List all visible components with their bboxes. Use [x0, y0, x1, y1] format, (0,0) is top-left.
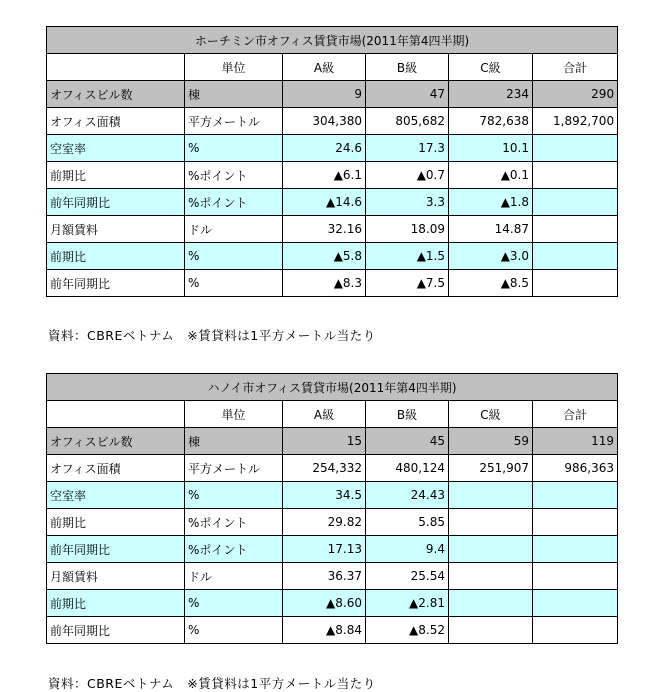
cell-total: 1,892,700 — [533, 108, 618, 135]
cell-grade-a: 29.82 — [283, 509, 366, 536]
cell-grade-c — [449, 563, 533, 590]
cell-total — [533, 270, 618, 297]
row-unit: %ポイント — [185, 189, 283, 216]
cell-grade-a: 17.13 — [283, 536, 366, 563]
row-label: オフィスビル数 — [47, 81, 185, 108]
row-label: オフィスビル数 — [47, 428, 185, 455]
cell-grade-c — [449, 536, 533, 563]
row-label: 月額賃料 — [47, 216, 185, 243]
row-unit: % — [185, 270, 283, 297]
cell-grade-c: 59 — [449, 428, 533, 455]
table-row — [47, 108, 618, 135]
table-row — [47, 563, 618, 590]
header-grade-c: C級 — [449, 401, 533, 428]
header-blank — [47, 401, 185, 428]
table-row — [47, 135, 618, 162]
cell-grade-c: 10.1 — [449, 135, 533, 162]
cell-total — [533, 243, 618, 270]
row-label: 空室率 — [47, 482, 185, 509]
table-row — [47, 482, 618, 509]
cell-grade-b: ▲8.52 — [366, 617, 449, 644]
table-row — [47, 617, 618, 644]
cell-grade-c: ▲3.0 — [449, 243, 533, 270]
cell-total — [533, 135, 618, 162]
row-label: 空室率 — [47, 135, 185, 162]
row-label: 前期比 — [47, 243, 185, 270]
cell-grade-c: ▲0.1 — [449, 162, 533, 189]
table-row — [47, 189, 618, 216]
row-unit: %ポイント — [185, 509, 283, 536]
row-label: 前年同期比 — [47, 189, 185, 216]
header-grade-b: B級 — [366, 401, 449, 428]
row-unit: % — [185, 243, 283, 270]
cell-grade-c — [449, 617, 533, 644]
cell-total — [533, 617, 618, 644]
hcmc-header-row — [47, 54, 618, 81]
cell-grade-b: 805,682 — [366, 108, 449, 135]
cell-grade-a: 304,380 — [283, 108, 366, 135]
cell-grade-a: ▲6.1 — [283, 162, 366, 189]
row-label: オフィス面積 — [47, 455, 185, 482]
row-unit: %ポイント — [185, 536, 283, 563]
cell-total — [533, 189, 618, 216]
cell-total — [533, 563, 618, 590]
cell-grade-c: 782,638 — [449, 108, 533, 135]
header-grade-c: C級 — [449, 54, 533, 81]
hanoi-source-note: 資料：CBREベトナム ※賃貸料は1平方メートル当たり — [48, 676, 376, 691]
row-label: 前年同期比 — [47, 536, 185, 563]
table-row — [47, 536, 618, 563]
hcmc-table-section — [46, 26, 617, 297]
cell-grade-a: ▲8.3 — [283, 270, 366, 297]
header-grade-a: A級 — [283, 401, 366, 428]
row-unit: %ポイント — [185, 162, 283, 189]
cell-total: 290 — [533, 81, 618, 108]
table-row — [47, 216, 618, 243]
cell-grade-b: 24.43 — [366, 482, 449, 509]
row-unit: % — [185, 590, 283, 617]
cell-grade-b: 5.85 — [366, 509, 449, 536]
cell-grade-c: 14.87 — [449, 216, 533, 243]
cell-grade-c: 234 — [449, 81, 533, 108]
cell-total — [533, 590, 618, 617]
table-row — [47, 590, 618, 617]
hanoi-header-row — [47, 401, 618, 428]
cell-total: 986,363 — [533, 455, 618, 482]
cell-total — [533, 482, 618, 509]
row-label: 前期比 — [47, 162, 185, 189]
table-row — [47, 270, 618, 297]
cell-grade-b: ▲1.5 — [366, 243, 449, 270]
cell-grade-c — [449, 590, 533, 617]
row-unit: ドル — [185, 563, 283, 590]
cell-grade-a: ▲14.6 — [283, 189, 366, 216]
cell-grade-c: ▲1.8 — [449, 189, 533, 216]
cell-grade-b: ▲0.7 — [366, 162, 449, 189]
cell-grade-a: ▲8.84 — [283, 617, 366, 644]
row-label: 前年同期比 — [47, 617, 185, 644]
header-total: 合計 — [533, 54, 618, 81]
table-row — [47, 243, 618, 270]
cell-grade-a: 9 — [283, 81, 366, 108]
table-row — [47, 509, 618, 536]
cell-grade-b: ▲2.81 — [366, 590, 449, 617]
cell-grade-b: ▲7.5 — [366, 270, 449, 297]
row-unit: % — [185, 482, 283, 509]
row-label: 前年同期比 — [47, 270, 185, 297]
row-unit: 平方メートル — [185, 455, 283, 482]
hanoi-table-title: ハノイ市オフィス賃貸市場(2011年第4四半期) — [47, 374, 618, 401]
cell-grade-b: 47 — [366, 81, 449, 108]
cell-grade-b: 3.3 — [366, 189, 449, 216]
row-unit: 平方メートル — [185, 108, 283, 135]
hcmc-table-title: ホーチミン市オフィス賃貸市場(2011年第4四半期) — [47, 27, 618, 54]
hanoi-table-section — [46, 373, 617, 644]
header-grade-b: B級 — [366, 54, 449, 81]
row-label: 月額賃料 — [47, 563, 185, 590]
cell-grade-a: 15 — [283, 428, 366, 455]
cell-grade-a: 24.6 — [283, 135, 366, 162]
hcmc-source-note: 資料：CBREベトナム ※賃貸料は1平方メートル当たり — [48, 328, 376, 343]
cell-grade-a: 32.16 — [283, 216, 366, 243]
cell-total: 119 — [533, 428, 618, 455]
hanoi-office-market-table — [46, 373, 618, 644]
cell-grade-c: 251,907 — [449, 455, 533, 482]
cell-grade-b: 17.3 — [366, 135, 449, 162]
cell-grade-c: ▲8.5 — [449, 270, 533, 297]
row-unit: % — [185, 617, 283, 644]
cell-grade-b: 18.09 — [366, 216, 449, 243]
row-unit: 棟 — [185, 428, 283, 455]
cell-grade-c — [449, 482, 533, 509]
table-row — [47, 455, 618, 482]
cell-grade-a: 254,332 — [283, 455, 366, 482]
cell-grade-a: ▲5.8 — [283, 243, 366, 270]
header-blank — [47, 54, 185, 81]
header-grade-a: A級 — [283, 54, 366, 81]
header-total: 合計 — [533, 401, 618, 428]
cell-grade-c — [449, 509, 533, 536]
cell-grade-a: 36.37 — [283, 563, 366, 590]
row-label: 前期比 — [47, 590, 185, 617]
cell-grade-b: 480,124 — [366, 455, 449, 482]
cell-grade-a: ▲8.60 — [283, 590, 366, 617]
hcmc-office-market-table — [46, 26, 618, 297]
row-label: 前期比 — [47, 509, 185, 536]
header-unit: 単位 — [185, 54, 283, 81]
cell-grade-b: 25.54 — [366, 563, 449, 590]
table-row — [47, 81, 618, 108]
table-row — [47, 428, 618, 455]
cell-total — [533, 509, 618, 536]
row-label: オフィス面積 — [47, 108, 185, 135]
table-row — [47, 162, 618, 189]
cell-grade-a: 34.5 — [283, 482, 366, 509]
cell-grade-b: 9.4 — [366, 536, 449, 563]
row-unit: ドル — [185, 216, 283, 243]
header-unit: 単位 — [185, 401, 283, 428]
cell-grade-b: 45 — [366, 428, 449, 455]
row-unit: 棟 — [185, 81, 283, 108]
cell-total — [533, 162, 618, 189]
cell-total — [533, 216, 618, 243]
cell-total — [533, 536, 618, 563]
row-unit: % — [185, 135, 283, 162]
